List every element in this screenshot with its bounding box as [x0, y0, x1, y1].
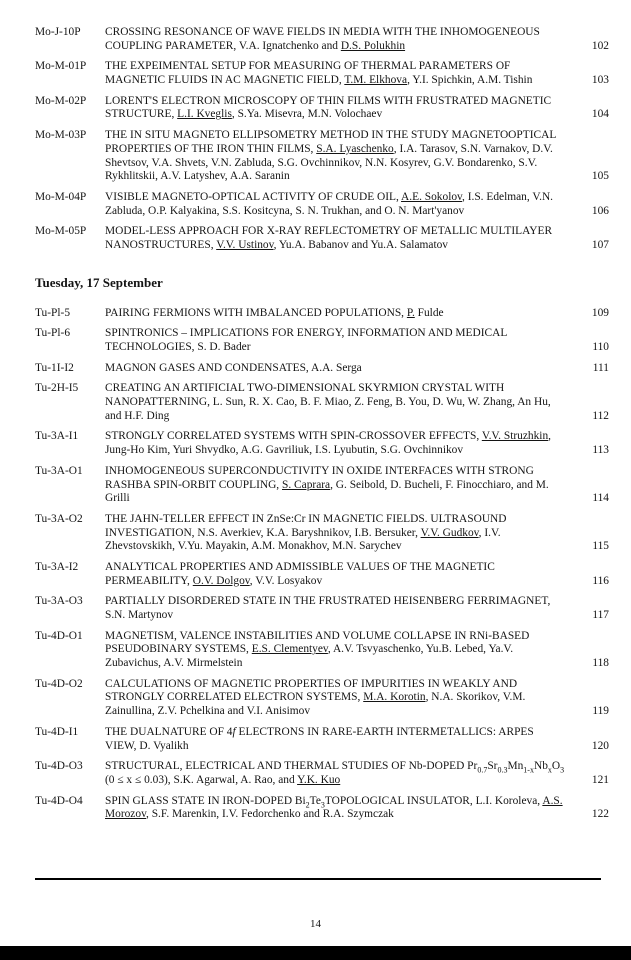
- toc-entry: [35, 327, 609, 354]
- page-number: 14: [310, 918, 321, 930]
- title-text: LORENT'S ELECTRON MICROSCOPY OF THIN FILMS WITH FRUSTRATED MAGNETIC STRUCTURE,: [105, 94, 552, 121]
- entry-page-number: 110: [592, 341, 609, 353]
- title-text: INHOMOGENEOUS SUPERCONDUCTIVITY IN OXIDE INTERFACES WITH STRONG RASHBA SPIN-ORBIT COUPLING,: [105, 464, 534, 491]
- title-text: THE IN SITU MAGNETO ELLIPSOMETRY METHOD IN THE STUDY MAGNETOOPTICAL PROPERTIES OF THE IRON THIN FILMS,: [105, 129, 556, 155]
- title-text: PAIRING FERMIONS WITH IMBALANCED POPULATIONS,: [105, 306, 407, 319]
- title-text: Mn: [507, 760, 524, 773]
- entry-code: Tu-3A-O1: [35, 464, 83, 477]
- title-text: Te: [309, 794, 321, 807]
- title-text: MAGNETISM, VALENCE INSTABILITIES AND VOLUME COLLAPSE IN RNi-BASED PSEUDOBINARY SYSTEMS,: [105, 629, 530, 656]
- entry-page-number: 121: [591, 773, 609, 786]
- title-text: PARTIALLY DISORDERED STATE IN THE FRUSTRATED HEISENBERG FERRIMAGNET, S.N. Martynov: [105, 595, 551, 621]
- entry-title: [105, 327, 577, 354]
- title-text: , Yu.A. Babanov and Yu.A. Salamatov: [273, 238, 448, 251]
- toc-entry: [35, 129, 609, 184]
- entry-code: Tu-3A-I2: [35, 560, 79, 573]
- entry-code: Tu-Pl-6: [35, 327, 71, 340]
- section-heading: Tuesday, 17 September: [35, 274, 163, 290]
- entry-title: [105, 60, 577, 87]
- entry-title: [105, 465, 577, 506]
- title-text: , Jung-Ho Kim, Yuri Shvydko, A.G. Gavriliuk, I.S. Lyubutin, S.G. Ovchinnikov: [105, 430, 552, 457]
- underlined-author: M.A. Korotin: [363, 691, 426, 704]
- entry-code: Tu-3A-I1: [35, 430, 79, 443]
- title-text: MODEL-LESS APPROACH FOR X-RAY REFLECTOMETRY OF METALLIC MULTILAYER NANOSTRUCTURES,: [105, 225, 553, 251]
- entry-page-number: 116: [592, 574, 609, 587]
- entry-page-number: 111: [592, 361, 609, 374]
- entry-page-number: 117: [592, 609, 609, 621]
- toc-entry: [35, 561, 609, 588]
- title-text: , N.A. Skorikov, V.M. Zainullina, Z.V. Pchelkina and V.I. Anisimov: [105, 691, 526, 718]
- title-text: , Y.I. Spichkin, A.M. Tishin: [407, 74, 533, 87]
- title-text: ANALYTICAL PROPERTIES AND ADMISSIBLE VALUES OF THE MAGNETIC PERMEABILITY,: [105, 560, 495, 587]
- entry-page-number: 109: [591, 306, 609, 319]
- entry-title: [105, 129, 577, 184]
- entry-page-number: 102: [591, 39, 609, 52]
- entry-title: [105, 795, 577, 822]
- title-text: f: [232, 725, 236, 738]
- title-text: , I.V. Zhevstovskikh, V.Yu. Mayakin, A.M. Monakhov, M.N. Sarychev: [105, 526, 501, 553]
- title-text: , S.F. Marenkin, I.V. Fedorchenko and R.A. Szymczak: [146, 808, 394, 821]
- title-text: SPINTRONICS – IMPLICATIONS FOR ENERGY, INFORMATION AND MEDICAL TECHNOLOGIES, S. D. Bader: [105, 327, 507, 353]
- underlined-author: T.M. Elkhova: [344, 74, 408, 87]
- entry-page-number: 114: [592, 492, 609, 505]
- entry-page-number: 115: [592, 540, 609, 553]
- title-text: TOPOLOGICAL INSULATOR, L.I. Koroleva,: [324, 794, 543, 807]
- underlined-author: Y.K. Kuo: [297, 773, 341, 786]
- entry-code: Tu-3A-O2: [35, 512, 83, 525]
- entry-title: [105, 595, 577, 622]
- underlined-author: O.V. Dolgov: [192, 574, 250, 587]
- entry-title: [105, 430, 577, 457]
- toc-entry: [35, 678, 609, 719]
- underlined-author: V.V. Ustinov: [216, 238, 274, 251]
- entry-code: Tu-4D-O1: [35, 629, 83, 642]
- entry-code: Tu-4D-O3: [35, 760, 83, 773]
- entry-code: Tu-3A-O3: [35, 595, 83, 608]
- title-text: (0 ≤ x ≤ 0.03), S.K. Agarwal, A. Rao, and: [105, 773, 298, 786]
- title-text: , S.Ya. Misevra, M.N. Volochaev: [231, 108, 383, 121]
- toc-entry: [35, 382, 609, 423]
- entry-page-number: 113: [592, 444, 609, 457]
- toc-entry: [35, 60, 609, 87]
- title-text: SPIN GLASS STATE IN IRON-DOPED Bi: [105, 794, 306, 807]
- title-text: STRONGLY CORRELATED SYSTEMS WITH SPIN-CROSSOVER EFFECTS,: [105, 430, 482, 443]
- title-text: THE EXPEIMENTAL SETUP FOR MEASURING OF THERMAL PARAMETERS OF MAGNETIC FLUIDS IN AC MAGNETIC FIELD,: [105, 60, 511, 87]
- entry-title: [105, 760, 577, 787]
- entry-page-number: 106: [591, 204, 609, 217]
- entry-code: Mo-J-10P: [35, 26, 81, 38]
- scan-artifact-bar: [0, 946, 631, 960]
- toc-entry: [35, 513, 609, 554]
- title-text: , I.A. Tarasov, S.N. Varnakov, D.V. Shevtsov, V.A. Shvets, V.N. Zabluda, S.G. Ovchinnikov, N.N. Kosyrev, G.V. Bondarenko, S.V. Rykhlitskii, A.V. Latyshev, A.A. Saranin: [105, 142, 553, 183]
- entry-title: [105, 678, 577, 719]
- underlined-author: V.V. Struzhkin: [481, 430, 549, 443]
- title-text: , I.S. Edelman, V.N. Zabluda, O.P. Kalyakina, S.S. Kositcyna, S. N. Trukhan, and O. N. Mart'yanov: [105, 190, 554, 217]
- toc-entry: [35, 95, 609, 122]
- subscript-text: 0.7: [477, 765, 488, 775]
- title-text: CROSSING RESONANCE OF WAVE FIELDS IN MEDIA WITH THE INHOMOGENEOUS COUPLING PARAMETER, V.A. Ignatchenko and: [105, 26, 540, 52]
- title-text: ELECTRONS IN RARE-EARTH INTERMETALLICS: ARPES VIEW, D. Vyalikh: [105, 725, 534, 752]
- toc-entry: [35, 26, 609, 53]
- toc-entry: [35, 726, 609, 753]
- underlined-author: D.S. Polukhin: [340, 39, 406, 52]
- entry-code: Tu-1I-I2: [35, 361, 74, 374]
- entry-title: [105, 307, 577, 321]
- entry-page-number: 103: [591, 74, 609, 87]
- entry-title: [105, 561, 577, 588]
- entry-page-number: 105: [591, 170, 609, 183]
- title-text: Sr: [487, 760, 498, 773]
- subscript-text: 3: [320, 799, 325, 809]
- title-text: CREATING AN ARTIFICIAL TWO-DIMENSIONAL SKYRMION CRYSTAL WITH NANOPATTERNING, L. Sun, R. X. Cao, B. F. Miao, Z. Feng, B. You, D. Wu, W. Zhang, An Hu, and H.F. Ding: [105, 382, 551, 422]
- toc-entry: [35, 307, 609, 321]
- toc-entry: [35, 191, 609, 218]
- title-text: MAGNON GASES AND CONDENSATES, A.A. Serga: [105, 361, 362, 374]
- underlined-author: S.A. Lyaschenko: [316, 142, 394, 155]
- entry-title: [105, 382, 577, 423]
- toc-entry: [35, 630, 609, 671]
- entry-code: Tu-2H-I5: [35, 382, 79, 395]
- footer-rule: [35, 878, 601, 880]
- title-text: Fulde: [414, 306, 444, 319]
- title-text: O: [551, 760, 561, 773]
- entry-title: [105, 726, 577, 753]
- title-text: , A.V. Tsvyaschenko, Yu.B. Lebed, Ya.V. Zubavichus, A.V. Mirmelstein: [105, 643, 514, 670]
- entry-code: Mo-M-05P: [35, 225, 87, 238]
- underlined-author: P.: [406, 306, 415, 319]
- title-text: , G. Seibold, D. Bucheli, F. Finocchiaro, and M. Grilli: [105, 478, 549, 505]
- toc-entry: [35, 225, 609, 252]
- title-text: THE DUALNATURE OF 4: [105, 725, 233, 738]
- entry-page-number: 122: [591, 808, 609, 821]
- entry-code: Mo-M-01P: [35, 60, 87, 73]
- entry-code: Mo-M-02P: [35, 94, 87, 107]
- title-text: VISIBLE MAGNETO-OPTICAL ACTIVITY OF CRUDE OIL,: [105, 190, 402, 203]
- toc-entry: [35, 795, 609, 822]
- toc-entry: [35, 465, 609, 506]
- entry-title: [105, 630, 577, 671]
- entry-title: [105, 362, 577, 376]
- underlined-author: A.S. Morozov: [105, 794, 563, 821]
- entry-title: [105, 191, 577, 218]
- entry-code: Tu-4D-O2: [35, 677, 83, 690]
- entry-page-number: 112: [592, 409, 609, 422]
- underlined-author: A.E. Sokolov: [401, 190, 463, 203]
- title-text: CALCULATIONS OF MAGNETIC PROPERTIES OF IMPURITIES IN WEAKLY AND STRONGLY CORRELATED ELECTRON SYSTEMS,: [105, 677, 518, 704]
- subscript-text: x: [547, 765, 552, 775]
- entry-code: Mo-M-03P: [35, 129, 87, 142]
- entry-page-number: 120: [591, 739, 609, 752]
- underlined-author: V.V. Gudkov: [420, 526, 479, 539]
- entry-code: Mo-M-04P: [35, 190, 87, 203]
- entry-title: [105, 513, 577, 554]
- entry-code: Tu-Pl-5: [35, 306, 71, 319]
- entry-code: Tu-4D-I1: [35, 725, 79, 738]
- subscript-text: 3: [560, 765, 565, 775]
- title-text: THE JAHN-TELLER EFFECT IN ZnSe:Cr IN MAGNETIC FIELDS. ULTRASOUND INVESTIGATION, N.S. Averkiev, K.A. Baryshnikov, I.B. Bersuker,: [105, 512, 507, 539]
- subscript-text: 1-x: [523, 765, 534, 775]
- entry-title: [105, 26, 577, 53]
- underlined-author: L.I. Kveglis: [177, 108, 232, 121]
- entry-title: [105, 95, 577, 122]
- entry-page-number: 119: [592, 705, 609, 718]
- underlined-author: S. Caprara: [282, 478, 331, 491]
- entry-page-number: 104: [591, 108, 609, 121]
- entry-code: Tu-4D-O4: [35, 794, 83, 807]
- underlined-author: E.S. Clementyev: [251, 643, 328, 656]
- entry-page-number: 107: [591, 238, 609, 251]
- toc-entry: [35, 362, 609, 376]
- subscript-text: 2: [305, 799, 310, 809]
- entry-title: [105, 225, 577, 252]
- entry-page-number: 118: [592, 657, 609, 670]
- toc-entry: [35, 595, 609, 622]
- toc: [35, 26, 609, 829]
- title-text: Nb: [533, 760, 548, 773]
- toc-entry: [35, 760, 609, 787]
- subscript-text: 0.3: [497, 765, 508, 775]
- title-text: STRUCTURAL, ELECTRICAL AND THERMAL STUDIES OF Nb-DOPED Pr: [105, 760, 478, 773]
- title-text: , V.V. Losyakov: [249, 574, 323, 587]
- toc-entry: [35, 430, 609, 457]
